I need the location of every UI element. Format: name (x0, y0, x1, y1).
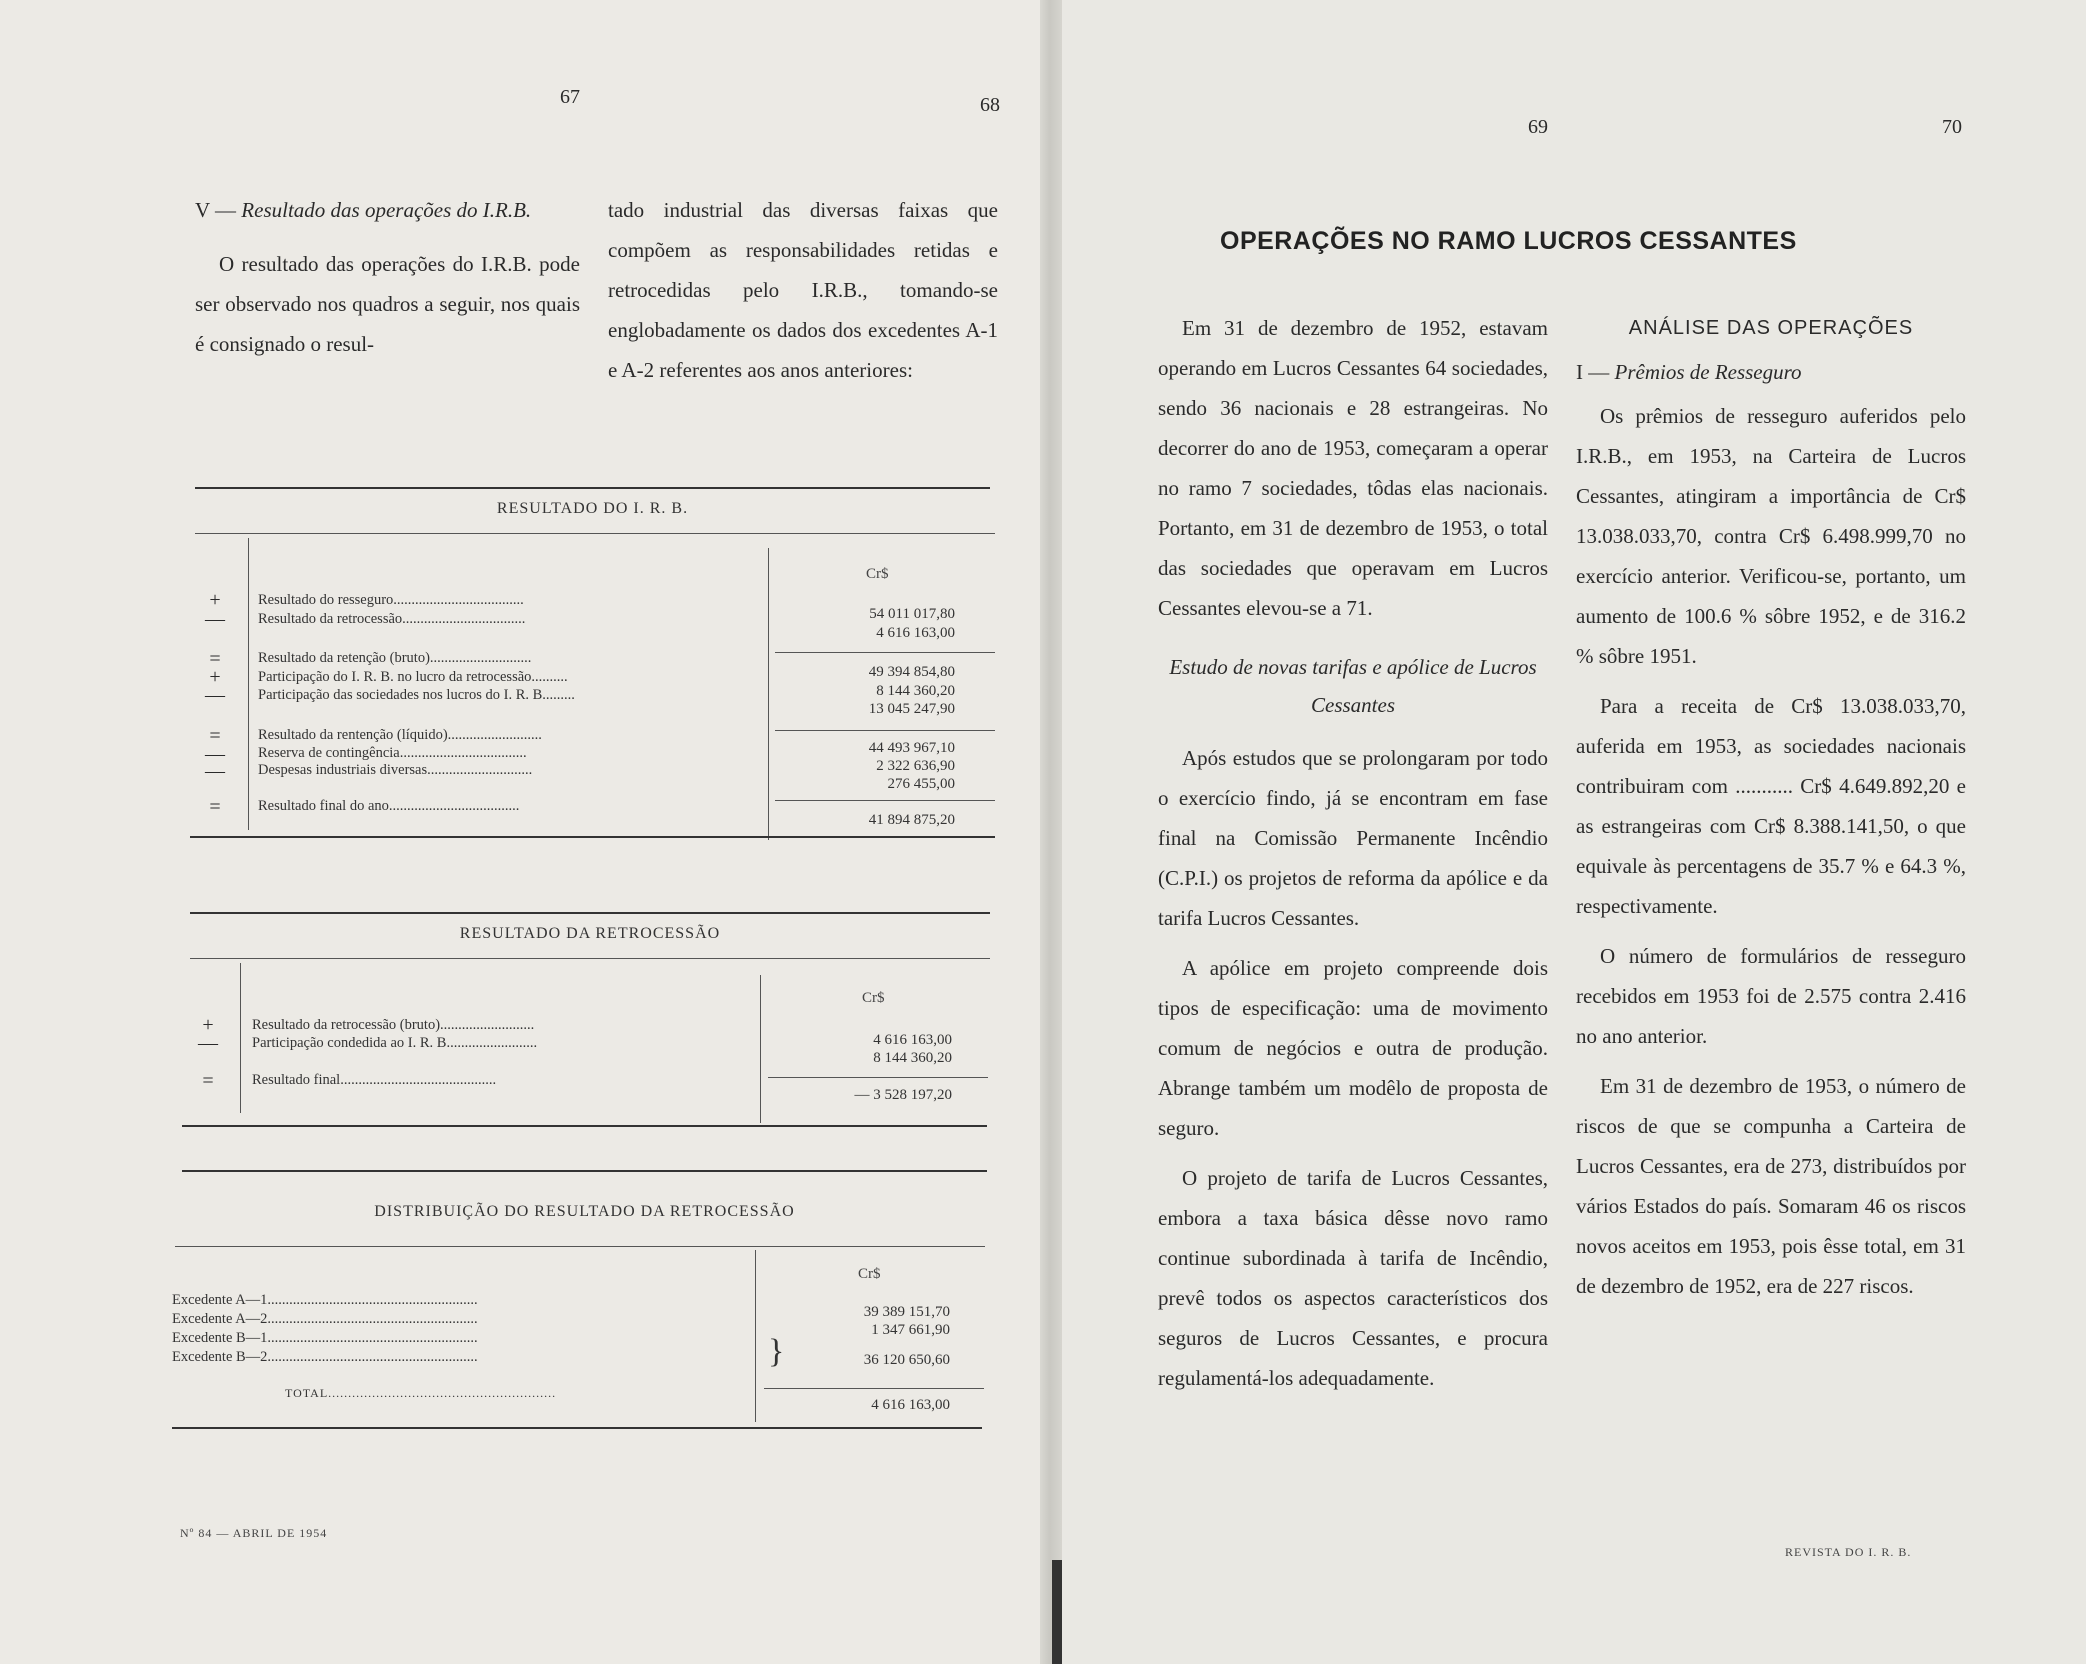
table1-row7-value: 2 322 636,90 (876, 758, 955, 774)
table3-row2-value: 1 347 661,90 (871, 1322, 950, 1338)
table1-row9-value: 41 894 875,20 (868, 812, 955, 828)
table3-brace: } (768, 1333, 785, 1370)
table2-top-rule (190, 912, 990, 914)
premiums-subheading-title: Prêmios de Resseguro (1614, 360, 1802, 384)
table2-title: RESULTADO DA RETROCESSÃO (459, 925, 721, 942)
right-paragraph-4: O projeto de tarifa de Lucros Cessantes, embora a taxa básica dêsse novo ramo continue subordinada à tarifa de Incêndio, prevê todos os aspectos característicos dos seguros de Lucros Cessantes, e procura regulamentá-los adequadamente. (1158, 1166, 1548, 1390)
table2-row3-sign: = (202, 1070, 214, 1092)
table1-title: RESULTADO DO I. R. B. (496, 500, 689, 517)
table3-value-divider (755, 1250, 756, 1422)
table1-row6-value: 44 493 967,10 (868, 740, 955, 756)
table1-row1-sign: + (209, 589, 221, 611)
table1-value-divider (768, 548, 769, 840)
table1-row4-value: 8 144 360,20 (876, 683, 955, 699)
table2-value-divider (760, 975, 761, 1123)
table2-sign-divider (240, 963, 241, 1113)
table1-row7-sign: — (205, 743, 225, 765)
table2-row1-sign: + (202, 1014, 214, 1036)
premiums-subheading (1576, 352, 1966, 392)
table2-row2-value: 8 144 360,20 (873, 1050, 952, 1066)
table1-bottom-rule (190, 836, 995, 838)
table1-sign-divider (248, 538, 249, 830)
article-title: OPERAÇÕES NO RAMO LUCROS CESSANTES (1220, 227, 1797, 255)
table3-title: DISTRIBUIÇÃO DO RESULTADO DA RETROCESSÃO (374, 1203, 795, 1220)
table3-currency: Cr$ (858, 1266, 881, 1282)
page-number-69: 69 (1528, 116, 1548, 138)
table2-row2-sign: — (198, 1032, 218, 1054)
right-column-1 (1158, 308, 1548, 1408)
left-column-1 (195, 190, 580, 374)
table3-row4-label: Excedente B—2.......................................................... (172, 1349, 478, 1365)
table2-currency: Cr$ (862, 990, 885, 1006)
table3-row1-value: 39 389 151,70 (863, 1304, 950, 1320)
table1-row1-value: 54 011 017,80 (869, 606, 955, 622)
table1-row5-sign: — (205, 684, 225, 706)
right-paragraph-6: Para a receita de Cr$ 13.038.033,70, auferida em 1953, as sociedades nacionais contribuiram com ........... Cr$ 4.649.892,20 e as estrangeiras com Cr$ 8.388.141,50, o que equivale às percentagens de 35.7 % e 64.3 %, respectivamente. (1576, 694, 1966, 918)
table1-header-rule (195, 533, 995, 534)
table3-header-rule (175, 1246, 985, 1247)
table1-row6-sign: = (209, 725, 221, 747)
table1-row4-sign: + (209, 666, 221, 688)
table3-row4-value: 36 120 650,60 (863, 1352, 950, 1368)
right-paragraph-5: Os prêmios de resseguro auferidos pelo I.R.B., em 1953, na Carteira de Lucros Cessantes, atingiram a importância de Cr$ 13.038.033,70, contra Cr$ 6.498.999,70 no exercício anterior. Verificou-se, portanto, um aumento de 100.6 % sôbre 1952, e de 316.2 % sôbre 1951. (1576, 404, 1966, 668)
table2-row1-value: 4 616 163,00 (873, 1032, 952, 1048)
table1-subtotal-rule1 (775, 652, 995, 653)
right-paragraph-1: Em 31 de dezembro de 1952, estavam operando em Lucros Cessantes 64 sociedades, sendo 36 nacionais e 28 estrangeiras. No decorrer do ano de 1953, começaram a operar no ramo 7 sociedades, tôdas elas nacionais. Portanto, em 31 de dezembro de 1953, o total das sociedades que operavam em Lucros Cessantes elevou-se a 71. (1158, 316, 1548, 620)
table2-header-rule (190, 958, 990, 959)
table1-row9-sign: = (209, 796, 221, 818)
table1-currency: Cr$ (866, 566, 889, 582)
table1-row6-label: Resultado da rentenção (líquido).......................... (258, 727, 542, 743)
table1-row2-value: 4 616 163,00 (876, 625, 955, 641)
left-footer: Nº 84 — ABRIL DE 1954 (180, 1526, 328, 1540)
section-heading-title: Resultado das operações do I.R.B. (241, 198, 532, 222)
table3-bottom-rule (172, 1427, 982, 1429)
table1-row9-label: Resultado final do ano.................................... (258, 798, 520, 814)
table1-row2-label: Resultado da retrocessão.................................. (258, 611, 526, 627)
right-footer: REVISTA DO I. R. B. (1785, 1545, 1912, 1559)
table1-row8-sign: — (205, 760, 225, 782)
right-column-2 (1576, 308, 1966, 1316)
table3-row2-label: Excedente A—2.......................................................... (172, 1311, 478, 1327)
table1-row8-label: Despesas industriais diversas............................. (258, 762, 533, 778)
table1-row3-label: Resultado da retenção (bruto)............................ (258, 650, 532, 666)
table3-total-label: TOTAL......................................................... (285, 1386, 557, 1400)
table3-row3-label: Excedente B—1.......................................................... (172, 1330, 478, 1346)
analysis-heading: ANÁLISE DAS OPERAÇÕES (1628, 317, 1914, 339)
table2-row3-label: Resultado final........................................... (252, 1072, 497, 1088)
table2-total-rule (768, 1077, 988, 1078)
table1-subtotal-rule2 (775, 730, 995, 731)
left-column-2 (608, 190, 998, 400)
page-number-67: 67 (560, 86, 580, 108)
table1-row7-label: Reserva de contingência................................... (258, 745, 527, 761)
right-paragraph-8: Em 31 de dezembro de 1953, o número de riscos de que se compunha a Carteira de Lucros Cessantes, era de 273, distribuídos por vários Estados do país. Somaram 46 os riscos novos aceitos em 1953, pois êsse total, em 31 de dezembro de 1952, era de 227 riscos. (1576, 1074, 1966, 1298)
table2-row1-label: Resultado da retrocessão (bruto).......................... (252, 1017, 535, 1033)
table3-total-value: 4 616 163,00 (871, 1397, 950, 1413)
table1-row2-sign: — (205, 608, 225, 630)
table2-bottom-rule (182, 1125, 987, 1127)
table2-row3-value: — 3 528 197,20 (854, 1087, 952, 1103)
table3-top-rule (182, 1170, 987, 1172)
section-heading-prefix: V — (195, 198, 237, 222)
page-number-70: 70 (1942, 116, 1962, 138)
table1-row5-label: Participação das sociedades nos lucros do I. R. B......... (258, 687, 575, 703)
table1-row8-value: 276 455,00 (887, 776, 955, 792)
right-paragraph-7: O número de formulários de resseguro recebidos em 1953 foi de 2.575 contra 2.416 no ano anterior. (1576, 944, 1966, 1048)
section-heading (195, 190, 580, 230)
left-paragraph-2: tado industrial das diversas faixas que compõem as responsabilidades retidas e retrocedidas pelo I.R.B., tomando-se englobadamente os dados dos excedentes A-1 e A-2 referentes aos anos anteriores: (608, 198, 998, 382)
table1-total-rule (775, 800, 995, 801)
page-number-68: 68 (980, 94, 1000, 116)
premiums-subheading-prefix: I — (1576, 360, 1610, 384)
right-paragraph-2: Após estudos que se prolongaram por todo o exercício findo, já se encontram em fase final na Comissão Permanente Incêndio (C.P.I.) os projetos de reforma da apólice e da tarifa Lucros Cessantes. (1158, 746, 1548, 930)
table1-top-rule (195, 487, 990, 489)
right-subheading-tarifas: Estudo de novas tarifas e apólice de Lucros Cessantes (1169, 655, 1537, 717)
right-paragraph-3: A apólice em projeto compreende dois tipos de especificação: uma de movimento comum de negócios e outra de produção. Abrange também um modêlo de proposta de seguro. (1158, 956, 1548, 1140)
table1-row1-label: Resultado do resseguro.................................... (258, 592, 524, 608)
table2-row2-label: Participação condedida ao I. R. B......................... (252, 1035, 538, 1051)
table1-row5-value: 13 045 247,90 (868, 701, 955, 717)
table1-row3-sign: = (209, 648, 221, 670)
left-paragraph-1: O resultado das operações do I.R.B. pode ser observado nos quadros a seguir, nos quais é consignado o resul- (195, 252, 580, 356)
table1-row3-value: 49 394 854,80 (868, 664, 955, 680)
table1-row4-label: Participação do I. R. B. no lucro da retrocessão.......... (258, 669, 568, 685)
table3-row1-label: Excedente A—1.......................................................... (172, 1292, 478, 1308)
table3-total-rule (764, 1388, 984, 1389)
